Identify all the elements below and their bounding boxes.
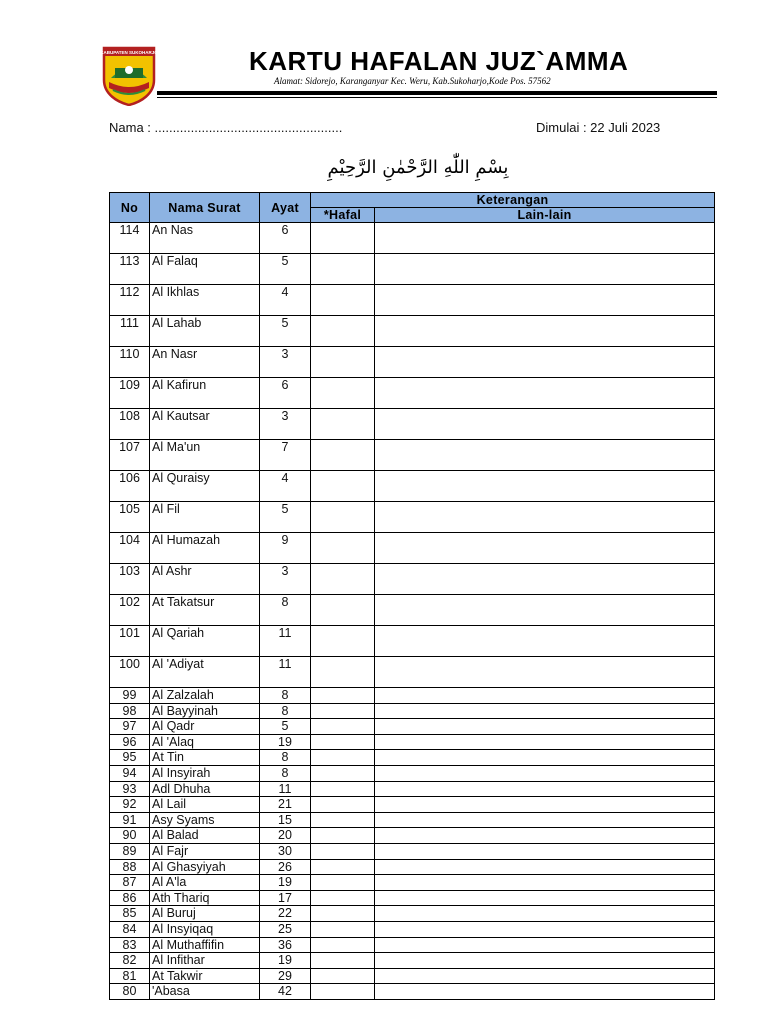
surah-name: Al Buruj bbox=[150, 906, 260, 922]
table-row bbox=[110, 688, 715, 704]
lain-lain-cell[interactable] bbox=[375, 906, 715, 922]
table-row bbox=[110, 703, 715, 719]
row-number: 83 bbox=[110, 937, 150, 953]
row-number: 97 bbox=[110, 719, 150, 735]
surah-name: Asy Syams bbox=[150, 812, 260, 828]
surah-name: Al 'Alaq bbox=[150, 734, 260, 750]
row-number: 100 bbox=[110, 657, 150, 688]
row-number: 104 bbox=[110, 533, 150, 564]
hafal-cell[interactable] bbox=[311, 781, 375, 797]
table-row bbox=[110, 906, 715, 922]
row-number: 102 bbox=[110, 595, 150, 626]
table-row bbox=[110, 533, 715, 564]
hafal-cell[interactable] bbox=[311, 828, 375, 844]
lain-lain-cell[interactable] bbox=[375, 719, 715, 735]
lain-lain-cell[interactable] bbox=[375, 285, 715, 316]
hafal-cell[interactable] bbox=[311, 502, 375, 533]
ayat-count: 4 bbox=[260, 285, 311, 316]
hafal-cell[interactable] bbox=[311, 595, 375, 626]
table-row bbox=[110, 440, 715, 471]
surah-name: Al Ghasyiyah bbox=[150, 859, 260, 875]
surah-name: Al Ma'un bbox=[150, 440, 260, 471]
surah-name: Al Lail bbox=[150, 797, 260, 813]
row-number: 96 bbox=[110, 734, 150, 750]
table-row bbox=[110, 968, 715, 984]
header-hafal: *Hafal bbox=[311, 208, 375, 223]
lain-lain-cell[interactable] bbox=[375, 316, 715, 347]
row-number: 82 bbox=[110, 953, 150, 969]
hafal-cell[interactable] bbox=[311, 533, 375, 564]
row-number: 106 bbox=[110, 471, 150, 502]
ayat-count: 26 bbox=[260, 859, 311, 875]
surah-name: Al Zalzalah bbox=[150, 688, 260, 704]
ayat-count: 6 bbox=[260, 223, 311, 254]
hafal-cell[interactable] bbox=[311, 890, 375, 906]
table-row bbox=[110, 409, 715, 440]
ayat-count: 8 bbox=[260, 765, 311, 781]
ayat-count: 5 bbox=[260, 719, 311, 735]
row-number: 89 bbox=[110, 843, 150, 859]
hafal-cell[interactable] bbox=[311, 875, 375, 891]
table-row bbox=[110, 626, 715, 657]
surah-name: Al Insyiqaq bbox=[150, 921, 260, 937]
surah-name: Al Infithar bbox=[150, 953, 260, 969]
basmala-calligraphy: بِسْمِ اللّٰهِ الرَّحْمٰنِ الرَّحِيْمِ bbox=[327, 157, 509, 178]
hafal-cell[interactable] bbox=[311, 797, 375, 813]
surah-name: Al Muthaffifin bbox=[150, 937, 260, 953]
ayat-count: 29 bbox=[260, 968, 311, 984]
ayat-count: 3 bbox=[260, 564, 311, 595]
lain-lain-cell[interactable] bbox=[375, 502, 715, 533]
hafal-cell[interactable] bbox=[311, 968, 375, 984]
ayat-count: 19 bbox=[260, 875, 311, 891]
surah-name: Al Qadr bbox=[150, 719, 260, 735]
row-number: 112 bbox=[110, 285, 150, 316]
lain-lain-cell[interactable] bbox=[375, 347, 715, 378]
lain-lain-cell[interactable] bbox=[375, 440, 715, 471]
lain-lain-cell[interactable] bbox=[375, 626, 715, 657]
table-row bbox=[110, 859, 715, 875]
table-row bbox=[110, 812, 715, 828]
lain-lain-cell[interactable] bbox=[375, 750, 715, 766]
hafal-cell[interactable] bbox=[311, 378, 375, 409]
row-number: 99 bbox=[110, 688, 150, 704]
ayat-count: 19 bbox=[260, 734, 311, 750]
surah-name: Al A'la bbox=[150, 875, 260, 891]
ayat-count: 3 bbox=[260, 409, 311, 440]
ayat-count: 22 bbox=[260, 906, 311, 922]
row-number: 113 bbox=[110, 254, 150, 285]
lain-lain-cell[interactable] bbox=[375, 378, 715, 409]
ayat-count: 15 bbox=[260, 812, 311, 828]
table-body bbox=[110, 223, 715, 1000]
lain-lain-cell[interactable] bbox=[375, 781, 715, 797]
table-row bbox=[110, 750, 715, 766]
row-number: 98 bbox=[110, 703, 150, 719]
surah-name: At Takwir bbox=[150, 968, 260, 984]
lain-lain-cell[interactable] bbox=[375, 223, 715, 254]
hafal-cell[interactable] bbox=[311, 688, 375, 704]
ayat-count: 4 bbox=[260, 471, 311, 502]
lain-lain-cell[interactable] bbox=[375, 968, 715, 984]
ayat-count: 42 bbox=[260, 984, 311, 1000]
hafal-cell[interactable] bbox=[311, 657, 375, 688]
table-row bbox=[110, 285, 715, 316]
hafal-cell[interactable] bbox=[311, 223, 375, 254]
surah-name: Al Qariah bbox=[150, 626, 260, 657]
table-row bbox=[110, 595, 715, 626]
regency-logo bbox=[101, 46, 157, 106]
ayat-count: 30 bbox=[260, 843, 311, 859]
surah-name: Al Ikhlas bbox=[150, 285, 260, 316]
ayat-count: 8 bbox=[260, 750, 311, 766]
ayat-count: 8 bbox=[260, 688, 311, 704]
lain-lain-cell[interactable] bbox=[375, 409, 715, 440]
row-number: 90 bbox=[110, 828, 150, 844]
hafal-cell[interactable] bbox=[311, 906, 375, 922]
surah-name: Al Falaq bbox=[150, 254, 260, 285]
table-row bbox=[110, 564, 715, 595]
row-number: 93 bbox=[110, 781, 150, 797]
row-number: 107 bbox=[110, 440, 150, 471]
surah-name: Al Quraisy bbox=[150, 471, 260, 502]
surah-name: 'Abasa bbox=[150, 984, 260, 1000]
lain-lain-cell[interactable] bbox=[375, 595, 715, 626]
lain-lain-cell[interactable] bbox=[375, 797, 715, 813]
hafal-cell[interactable] bbox=[311, 471, 375, 502]
table-row bbox=[110, 953, 715, 969]
table-row bbox=[110, 921, 715, 937]
table-row bbox=[110, 890, 715, 906]
dimulai-date: Dimulai : 22 Juli 2023 bbox=[536, 120, 661, 135]
row-number: 111 bbox=[110, 316, 150, 347]
surah-name: Al Insyirah bbox=[150, 765, 260, 781]
address-line: Alamat: Sidorejo, Karanganyar Kec. Weru, Kab.Sukoharjo,Kode Pos. 57562 bbox=[274, 76, 551, 86]
hafal-cell[interactable] bbox=[311, 285, 375, 316]
table-row bbox=[110, 828, 715, 844]
surah-name: Al Fajr bbox=[150, 843, 260, 859]
hafal-cell[interactable] bbox=[311, 812, 375, 828]
ayat-count: 11 bbox=[260, 626, 311, 657]
hafal-cell[interactable] bbox=[311, 347, 375, 378]
row-number: 95 bbox=[110, 750, 150, 766]
lain-lain-cell[interactable] bbox=[375, 734, 715, 750]
row-number: 92 bbox=[110, 797, 150, 813]
hafal-cell[interactable] bbox=[311, 984, 375, 1000]
table-row bbox=[110, 316, 715, 347]
header-nama-surat: Nama Surat bbox=[150, 193, 260, 223]
row-number: 81 bbox=[110, 968, 150, 984]
hafal-cell[interactable] bbox=[311, 859, 375, 875]
surah-name: Al Bayyinah bbox=[150, 703, 260, 719]
hafal-cell[interactable] bbox=[311, 953, 375, 969]
hafal-cell[interactable] bbox=[311, 703, 375, 719]
lain-lain-cell[interactable] bbox=[375, 859, 715, 875]
row-number: 101 bbox=[110, 626, 150, 657]
surah-name: Adl Dhuha bbox=[150, 781, 260, 797]
ayat-count: 9 bbox=[260, 533, 311, 564]
page-title: KARTU HAFALAN JUZ`AMMA bbox=[249, 46, 629, 76]
table-row bbox=[110, 502, 715, 533]
lain-lain-cell[interactable] bbox=[375, 703, 715, 719]
row-number: 94 bbox=[110, 765, 150, 781]
row-number: 114 bbox=[110, 223, 150, 254]
lain-lain-cell[interactable] bbox=[375, 828, 715, 844]
hafal-cell[interactable] bbox=[311, 316, 375, 347]
table-row bbox=[110, 875, 715, 891]
hafal-cell[interactable] bbox=[311, 626, 375, 657]
surah-name: Al Balad bbox=[150, 828, 260, 844]
ayat-count: 17 bbox=[260, 890, 311, 906]
header-ayat: Ayat bbox=[260, 193, 311, 223]
hafal-cell[interactable] bbox=[311, 765, 375, 781]
row-number: 91 bbox=[110, 812, 150, 828]
hafal-cell[interactable] bbox=[311, 750, 375, 766]
table-row bbox=[110, 765, 715, 781]
ayat-count: 7 bbox=[260, 440, 311, 471]
surah-name: Al Kautsar bbox=[150, 409, 260, 440]
lain-lain-cell[interactable] bbox=[375, 890, 715, 906]
table-row bbox=[110, 254, 715, 285]
hafal-cell[interactable] bbox=[311, 440, 375, 471]
lain-lain-cell[interactable] bbox=[375, 533, 715, 564]
hafal-cell[interactable] bbox=[311, 734, 375, 750]
lain-lain-cell[interactable] bbox=[375, 471, 715, 502]
ayat-count: 8 bbox=[260, 595, 311, 626]
hafal-cell[interactable] bbox=[311, 564, 375, 595]
lain-lain-cell[interactable] bbox=[375, 937, 715, 953]
ayat-count: 19 bbox=[260, 953, 311, 969]
row-number: 80 bbox=[110, 984, 150, 1000]
surah-name: Al Lahab bbox=[150, 316, 260, 347]
table-row bbox=[110, 378, 715, 409]
lain-lain-cell[interactable] bbox=[375, 765, 715, 781]
table-row bbox=[110, 984, 715, 1000]
surah-name: Ath Thariq bbox=[150, 890, 260, 906]
header-no: No bbox=[110, 193, 150, 223]
surah-name: Al Ashr bbox=[150, 564, 260, 595]
hafal-cell[interactable] bbox=[311, 843, 375, 859]
header-keterangan: Keterangan bbox=[311, 193, 715, 208]
ayat-count: 20 bbox=[260, 828, 311, 844]
lain-lain-cell[interactable] bbox=[375, 688, 715, 704]
surah-name: An Nas bbox=[150, 223, 260, 254]
ayat-count: 5 bbox=[260, 502, 311, 533]
hafalan-table bbox=[109, 192, 715, 1000]
hafal-cell[interactable] bbox=[311, 254, 375, 285]
row-number: 88 bbox=[110, 859, 150, 875]
row-number: 87 bbox=[110, 875, 150, 891]
surah-name: Al Kafirun bbox=[150, 378, 260, 409]
table-row bbox=[110, 781, 715, 797]
hafal-cell[interactable] bbox=[311, 937, 375, 953]
row-number: 84 bbox=[110, 921, 150, 937]
surah-name: Al Fil bbox=[150, 502, 260, 533]
ayat-count: 11 bbox=[260, 657, 311, 688]
lain-lain-cell[interactable] bbox=[375, 875, 715, 891]
lain-lain-cell[interactable] bbox=[375, 843, 715, 859]
row-number: 103 bbox=[110, 564, 150, 595]
lain-lain-cell[interactable] bbox=[375, 657, 715, 688]
hafal-cell[interactable] bbox=[311, 409, 375, 440]
row-number: 86 bbox=[110, 890, 150, 906]
table-row bbox=[110, 734, 715, 750]
table-row bbox=[110, 719, 715, 735]
ayat-count: 11 bbox=[260, 781, 311, 797]
surah-name: An Nasr bbox=[150, 347, 260, 378]
row-number: 108 bbox=[110, 409, 150, 440]
row-number: 109 bbox=[110, 378, 150, 409]
ayat-count: 5 bbox=[260, 254, 311, 285]
row-number: 105 bbox=[110, 502, 150, 533]
table-row bbox=[110, 843, 715, 859]
lain-lain-cell[interactable] bbox=[375, 953, 715, 969]
ayat-count: 36 bbox=[260, 937, 311, 953]
header-rule-thin bbox=[157, 97, 717, 98]
table-row bbox=[110, 223, 715, 254]
table-row bbox=[110, 797, 715, 813]
table-row bbox=[110, 937, 715, 953]
row-number: 110 bbox=[110, 347, 150, 378]
ayat-count: 21 bbox=[260, 797, 311, 813]
surah-name: Al Humazah bbox=[150, 533, 260, 564]
hafal-cell[interactable] bbox=[311, 719, 375, 735]
header-rule-thick bbox=[157, 91, 717, 95]
lain-lain-cell[interactable] bbox=[375, 921, 715, 937]
surah-name: Al 'Adiyat bbox=[150, 657, 260, 688]
lain-lain-cell[interactable] bbox=[375, 254, 715, 285]
lain-lain-cell[interactable] bbox=[375, 564, 715, 595]
row-number: 85 bbox=[110, 906, 150, 922]
table-row bbox=[110, 347, 715, 378]
surah-name: At Takatsur bbox=[150, 595, 260, 626]
table-row bbox=[110, 657, 715, 688]
table-row bbox=[110, 471, 715, 502]
surah-name: At Tin bbox=[150, 750, 260, 766]
ayat-count: 5 bbox=[260, 316, 311, 347]
lain-lain-cell[interactable] bbox=[375, 984, 715, 1000]
hafal-cell[interactable] bbox=[311, 921, 375, 937]
ayat-count: 8 bbox=[260, 703, 311, 719]
ayat-count: 3 bbox=[260, 347, 311, 378]
nama-field: Nama : .................................................... bbox=[109, 120, 343, 135]
header-lain-lain: Lain-lain bbox=[375, 208, 715, 223]
lain-lain-cell[interactable] bbox=[375, 812, 715, 828]
ayat-count: 6 bbox=[260, 378, 311, 409]
logo-text: KABUPATEN SUKOHARJO bbox=[101, 50, 157, 55]
ayat-count: 25 bbox=[260, 921, 311, 937]
